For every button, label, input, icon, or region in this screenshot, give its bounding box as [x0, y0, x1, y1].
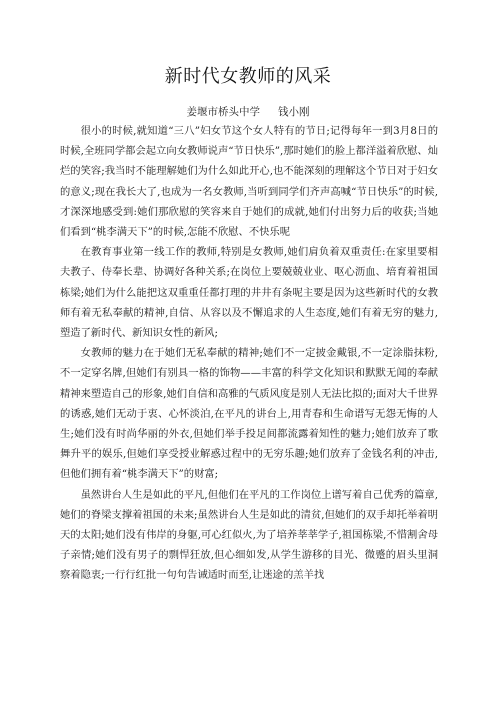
school-name: 姜堰市桥头中学	[186, 106, 260, 118]
paragraph: 在教育事业第一线工作的教师,特别是女教师,她们肩负着双重责任:在家里要相夫教子、侍奉长辈、协调好各种关系;在岗位上要兢兢业业、呕心沥血、培育着祖国栋梁;她们为什么能把这双重重任都打理的井井有条呢主要是因为这些新时代的女教师有着无私奉献的精神,自信、从容以及不懈追求的人生态度,她们有着无穷的魅力,塑造了新时代、新知识女性的新风;	[60, 246, 438, 340]
paragraph: 很小的时候,就知道“三八”妇女节这个女人特有的节日;记得每年一到3月8日的时候,全班同学都会起立向女教师说声“节日快乐”,那时她们的脸上都洋溢着欣慰、灿烂的笑容;我当时不能理解她们为什么如此开心,也不能深刻的理解这个节日对于妇女的意义;现在我长大了,也成为一名女教师,当听到同学们齐声高喊“节日快乐”的时候,才深深地感受到:她们那欣慰的笑容来自于她们的成就,她们付出努力后的收获;当她们看到“桃李满天下”的时候,怎能不欣慰、不快乐呢	[60, 125, 438, 239]
paragraph: 女教师的魅力在于她们无私奉献的精神;她们不一定披金戴银,不一定涂脂抹粉,不一定穿名牌,但她们有别具一格的饰物——丰富的科学文化知识和默默无闻的奉献精神来塑造自己的形象,她们自信和高雅的气质风度是别人无法比拟的;面对大千世界的诱惑,她们无动于衷、心怀淡泊,在平凡的讲台上,用青春和生命谱写无怨无悔的人生;她们没有时尚华丽的外衣,但她们举手投足间都流露着知性的魅力;她们放弃了歌舞升平的娱乐,但她们享受授业解惑过程中的无穷乐趣;她们放弃了金钱名利的冲击,但他们拥有着“桃李满天下”的财富;	[60, 347, 438, 481]
byline	[0, 104, 496, 119]
paragraph: 虽然讲台人生是如此的平凡,但他们在平凡的工作岗位上谱写着自己优秀的篇章,她们的脊梁支撑着祖国的未来;虽然讲台人生是如此的清贫,但她们的双手却托举着明天的太阳;她们没有伟岸的身躯,可心红似火,为了培养莘莘学子,祖国栋梁,不惜割舍母子亲情;她们没有男子的剽悍狂放,但心细如发,从学生游移的目光、微蹙的眉头里洞察着隐衷;一行行红批一句句告诫适时而至,让迷途的羔羊找	[60, 488, 438, 582]
document-body	[60, 121, 438, 586]
author-name: 钱小刚	[278, 106, 310, 118]
document-title: 新时代女教师的风采	[164, 66, 332, 87]
